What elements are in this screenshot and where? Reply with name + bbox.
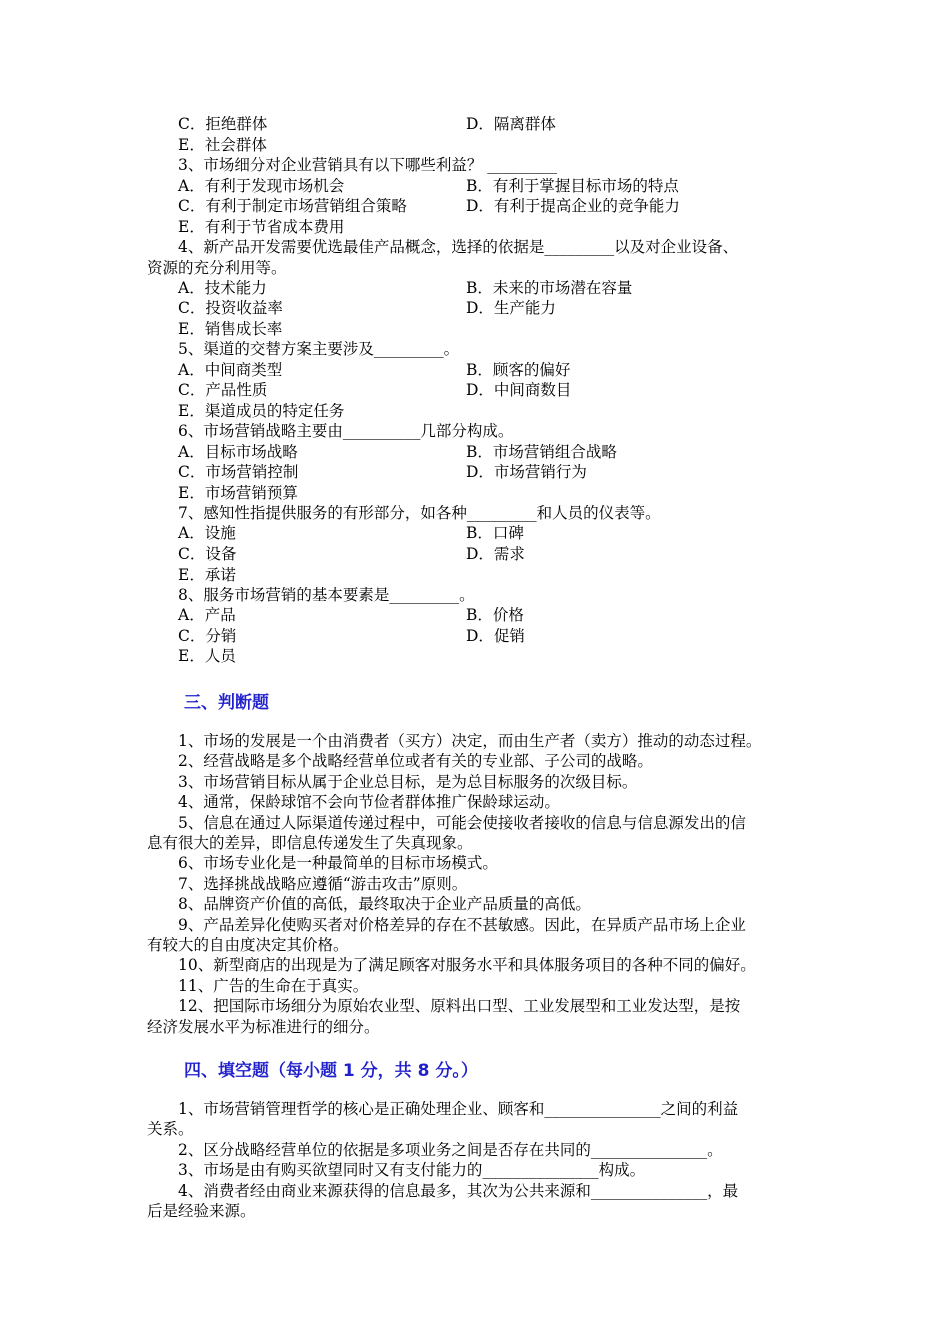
judgment-item: 8、品牌资产价值的高低，最终取决于企业产品质量的高低。 [178, 895, 591, 913]
judgment-item: 5、信息在通过人际渠道传递过程中，可能会使接收者接收的信息与信息源发出的信 [178, 814, 746, 832]
option-d: D．中间商数目 [466, 381, 572, 399]
option-a: A．产品 [178, 606, 236, 624]
judgment-item-continued: 有较大的自由度决定其价格。 [147, 936, 349, 954]
option-c: C．产品性质 [178, 381, 268, 399]
judgment-item-continued: 经济发展水平为标准进行的细分。 [147, 1018, 380, 1036]
option-c: C．拒绝群体 [178, 115, 268, 133]
fill-blank-item-continued: 后是经验来源。 [147, 1202, 256, 1220]
fill-blank-item: 1、市场营销管理哲学的核心是正确处理企业、顾客和_______________之间的利益 [178, 1100, 739, 1118]
option-a: A．中间商类型 [178, 361, 283, 379]
judgment-item: 7、选择挑战战略应遵循“游击攻击”原则。 [178, 875, 468, 893]
option-e: E．人员 [178, 647, 236, 665]
question-stem: 7、感知性指提供服务的有形部分，如各种_________和人员的仪表等。 [178, 504, 661, 522]
question-stem-continued: 资源的充分利用等。 [147, 259, 287, 277]
option-a: A．技术能力 [178, 279, 267, 297]
option-e: E．销售成长率 [178, 320, 283, 338]
option-e: E．社会群体 [178, 136, 267, 154]
fill-blank-item: 4、消费者经由商业来源获得的信息最多，其次为公共来源和_______________，最 [178, 1182, 739, 1200]
judgment-item: 10、新型商店的出现是为了满足顾客对服务水平和具体服务项目的各种不同的偏好。 [178, 956, 756, 974]
option-b: B．有利于掌握目标市场的特点 [466, 177, 679, 195]
judgment-item: 6、市场专业化是一种最简单的目标市场模式。 [178, 854, 498, 872]
option-d: D．需求 [466, 545, 525, 563]
option-e: E．市场营销预算 [178, 484, 298, 502]
judgment-item: 9、产品差异化使购买者对价格差异的存在不甚敏感。因此，在异质产品市场上企业 [178, 916, 746, 934]
option-e: E．渠道成员的特定任务 [178, 402, 345, 420]
option-a: A．目标市场战略 [178, 443, 298, 461]
fill-blank-item-continued: 关系。 [147, 1120, 194, 1138]
option-e: E．承诺 [178, 566, 236, 584]
fill-blank-item: 3、市场是由有购买欲望同时又有支付能力的_______________构成。 [178, 1161, 646, 1179]
option-a: A．设施 [178, 524, 236, 542]
option-c: C．分销 [178, 627, 237, 645]
question-stem: 4、新产品开发需要优选最佳产品概念，选择的依据是_________以及对企业设备、 [178, 238, 739, 256]
judgment-item: 2、经营战略是多个战略经营单位或者有关的专业部、子公司的战略。 [178, 752, 653, 770]
question-stem: 6、市场营销战略主要由__________几部分构成。 [178, 422, 514, 440]
option-b: B．市场营销组合战略 [466, 443, 617, 461]
option-d: D．促销 [466, 627, 525, 645]
option-a: A．有利于发现市场机会 [178, 177, 345, 195]
fill-blank-item: 2、区分战略经营单位的依据是多项业务之间是否存在共同的_______________。 [178, 1141, 723, 1159]
judgment-item: 1、市场的发展是一个由消费者（买方）决定，而由生产者（卖方）推动的动态过程。 [178, 732, 762, 750]
option-e: E．有利于节省成本费用 [178, 218, 345, 236]
option-c: C．有利于制定市场营销组合策略 [178, 197, 407, 215]
judgment-item: 12、把国际市场细分为原始农业型、原料出口型、工业发展型和工业发达型，是按 [178, 997, 741, 1015]
judgment-item: 4、通常，保龄球馆不会向节俭者群体推广保龄球运动。 [178, 793, 560, 811]
option-d: D．市场营销行为 [466, 463, 587, 481]
option-c: C．投资收益率 [178, 299, 283, 317]
judgment-item: 3、市场营销目标从属于企业总目标，是为总目标服务的次级目标。 [178, 773, 638, 791]
section-heading-fill-blank: 四、填空题（每小题 1 分，共 8 分。） [184, 1061, 478, 1081]
option-c: C．市场营销控制 [178, 463, 299, 481]
judgment-item: 11、广告的生命在于真实。 [178, 977, 369, 995]
option-b: B．价格 [466, 606, 524, 624]
option-b: B．口碑 [466, 524, 524, 542]
option-c: C．设备 [178, 545, 237, 563]
option-d: D．生产能力 [466, 299, 556, 317]
judgment-item-continued: 息有很大的差异，即信息传递发生了失真现象。 [147, 834, 473, 852]
option-d: D．有利于提高企业的竞争能力 [466, 197, 680, 215]
question-stem: 3、市场细分对企业营销具有以下哪些利益？ _________ [178, 156, 558, 174]
option-b: B．未来的市场潜在容量 [466, 279, 633, 297]
section-heading-judgment: 三、判断题 [184, 693, 269, 713]
question-stem: 8、服务市场营销的基本要素是_________。 [178, 586, 475, 604]
option-b: B．顾客的偏好 [466, 361, 571, 379]
option-d: D．隔离群体 [466, 115, 556, 133]
question-stem: 5、渠道的交替方案主要涉及_________。 [178, 340, 460, 358]
